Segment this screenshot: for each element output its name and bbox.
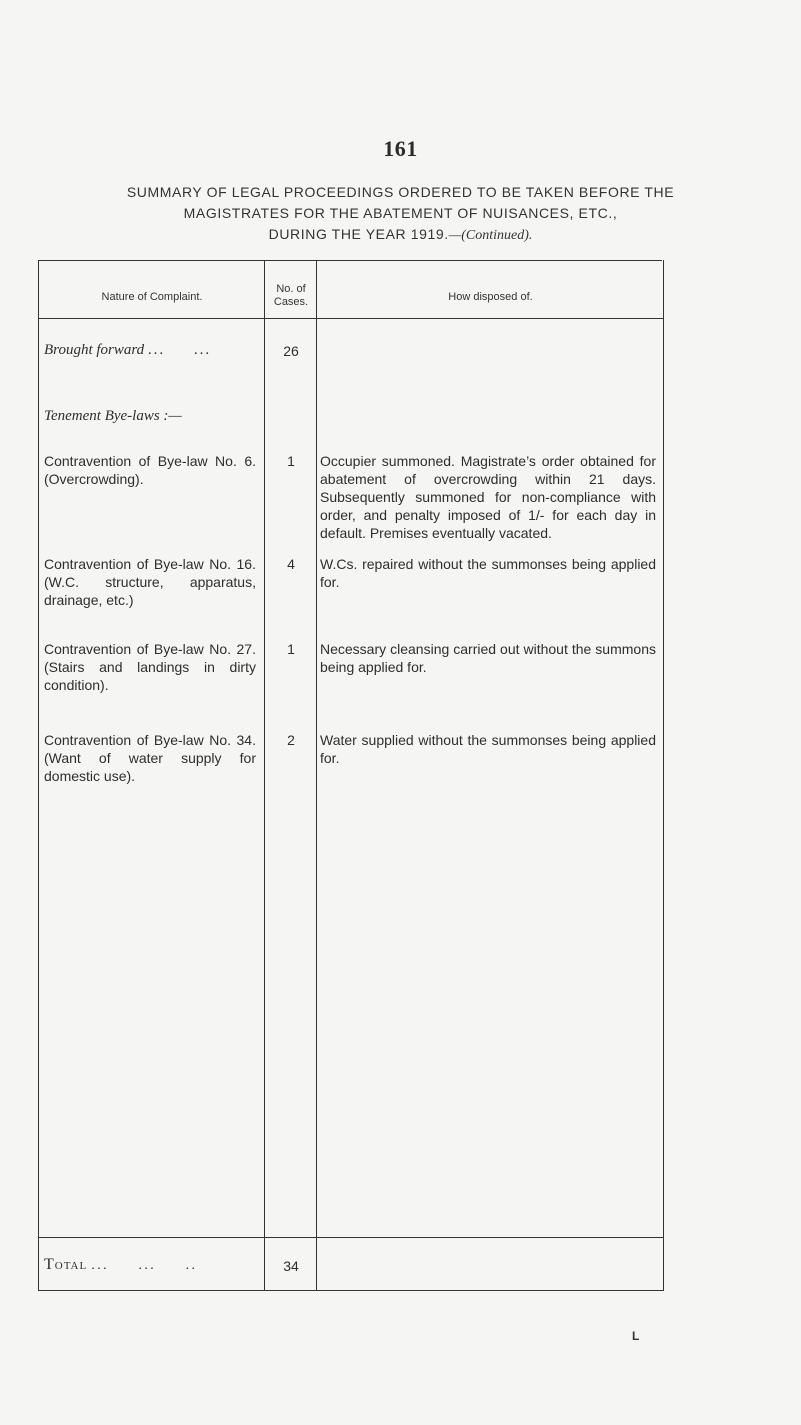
heading-year: DURING THE YEAR 1919. [268, 226, 449, 242]
header-how-disposed: How disposed of. [448, 291, 533, 303]
disposal-bye-law-6: Occupier summoned. Magistrate’s order obtained for abatement of overcrowding within 21 days. Subsequently summoned for non-compliance with order, and penalty imposed of 1/- for each day in default. Premises eventually vacated. [320, 453, 656, 541]
heading-continued: —(Continued). [448, 228, 533, 243]
cases-bye-law-16: 4 [287, 556, 295, 572]
column-divider-cases [316, 260, 317, 1291]
report-heading-line-1: SUMMARY OF LEGAL PROCEEDINGS ORDERED TO BE TAKEN BEFORE THE [126, 184, 675, 200]
table-total-rule [38, 1237, 664, 1238]
cases-bye-law-6: 1 [287, 453, 295, 469]
signature-mark: L [632, 1329, 640, 1343]
complaint-bye-law-6: Contravention of Bye-law No. 6. (Overcrowding). [44, 453, 256, 487]
brought-forward-leaders: ... ... [147, 342, 212, 358]
disposal-bye-law-27: Necessary cleansing carried out without the summons being applied for. [320, 641, 656, 675]
table-right-border [663, 260, 664, 1291]
cases-bye-law-27: 1 [287, 641, 295, 657]
complaint-bye-law-16: Contravention of Bye-law No. 16. (W.C. structure, apparatus, drainage, etc.) [44, 556, 256, 608]
total-cases: 34 [283, 1258, 299, 1274]
disposal-bye-law-16: W.Cs. repaired without the summonses being applied for. [320, 556, 656, 590]
total-leaders: ... ... .. [91, 1256, 198, 1272]
cases-bye-law-34: 2 [287, 732, 295, 748]
table-bottom-rule [38, 1290, 664, 1291]
column-divider-nature [264, 260, 265, 1291]
disposal-bye-law-34: Water supplied without the summonses being applied for. [320, 732, 656, 766]
total-row [44, 1255, 256, 1274]
brought-forward-row [44, 341, 256, 359]
header-nature-of-complaint: Nature of Complaint. [101, 291, 203, 303]
table-top-rule [38, 260, 662, 261]
header-number-of-cases: No. of Cases. [273, 283, 309, 308]
total-label: Total [44, 1256, 88, 1273]
table-left-border [38, 260, 39, 1291]
report-heading-line-2: MAGISTRATES FOR THE ABATEMENT OF NUISANCES, ETC., [183, 205, 618, 221]
report-heading-line-3 [0, 226, 801, 244]
brought-forward-cases: 26 [283, 343, 299, 359]
complaint-bye-law-34: Contravention of Bye-law No. 34. (Want of water supply for domestic use). [44, 732, 256, 784]
brought-forward-label: Brought forward [44, 342, 145, 358]
table-header-rule [38, 318, 664, 319]
complaint-bye-law-27: Contravention of Bye-law No. 27. (Stairs and landings in dirty condition). [44, 641, 256, 693]
page-number: 161 [383, 136, 418, 161]
section-title-tenement-bye-laws: Tenement Bye-laws :— [44, 408, 182, 424]
